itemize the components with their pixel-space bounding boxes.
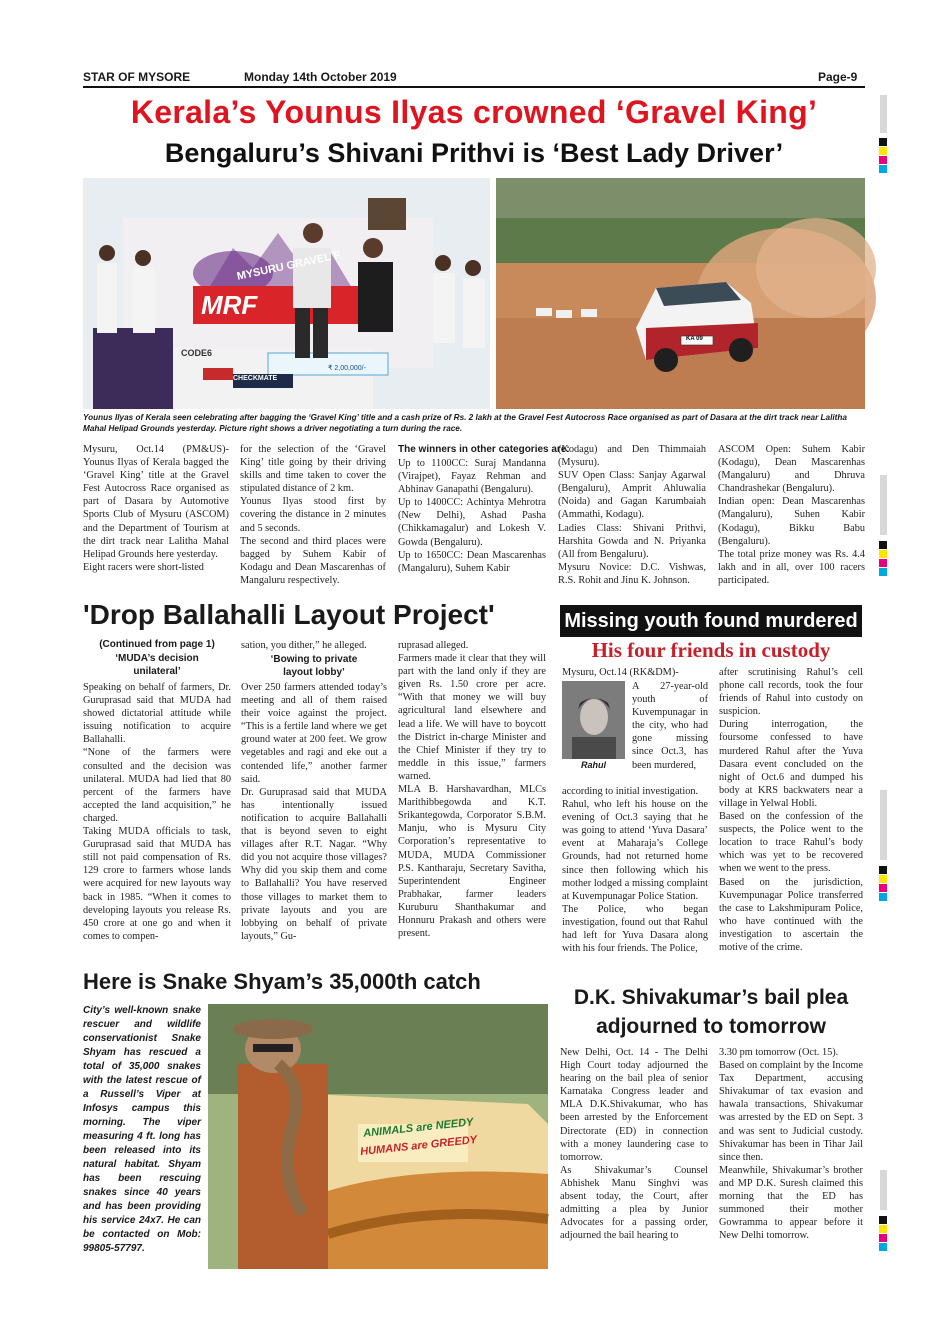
missing-col1-wrap: A 27-year-old youth of Kuvempunagar in the city, who had gone missing since Oct.3, has been murdered, — [632, 681, 708, 771]
shivakumar-col2: 3.30 pm tomorrow (Oct. 15). Based on complaint by the Income Tax Department, accusing Shivakumar of tax evasion and hawala transactions, Shivakumar was arrested by the ED on Sept. 3 and was sent to Judicial custody. Shivakumar has been in Tihar Jail since then. Meanwhile, Shivakumar’s brother and MP D.K. Suresh claimed this morning that the ED has summoned their mother Gowramma to appear before it New Delhi tomorrow. — [719, 1047, 863, 1242]
continued-label: (Continued from page 1) — [99, 639, 215, 650]
gravel-col5: ASCOM Open: Suhem Kabir (Kodagu), Dean Mascarenhas (Mangaluru) and Dhruva Chandrashekar (Bengaluru). Indian open: Dean Mascarenhas (Mangaluru), Suhen Kabir (Kodagu), Bikku Babu (Bengaluru). The total prize money was Rs. 4.4 lakh and in all, over 100 racers participated. — [718, 444, 865, 586]
magenta-swatch — [879, 884, 887, 892]
cyan-swatch — [879, 893, 887, 901]
grey-bar — [880, 790, 887, 860]
shivakumar-headline: D.K. Shivakumar’s bail plea adjourned to tomorrow — [573, 986, 849, 1038]
magenta-swatch — [879, 559, 887, 567]
rahul-photo — [562, 681, 625, 759]
ballahalli-headline: 'Drop Ballahalli Layout Project' — [83, 599, 495, 630]
cyan-swatch — [879, 1243, 887, 1251]
podium-photo — [83, 178, 490, 409]
black-swatch — [879, 866, 887, 874]
gravel-col2: for the selection of the ‘Gravel King’ title going by their driving skills and time taken to cover the stipulated distance of 2 km. Younus Ilyas stood first by covering the distance in 2 minutes and 5 seconds. The second and third places were bagged by Suhem Kabir of Kodagu and Dean Mascarenhas of Mangaluru respectively. — [240, 444, 386, 586]
gravel-col1: Mysuru, Oct.14 (PM&US)- Younus Ilyas of Kerala bagged the ‘Gravel King’ title at the Gravel Fest Autocross Race organised as part of Dasara by Automotive Sports Club of Mysuru (ASCOM) and the Department of Tourism at the dirt track near Lalitha Mahal Helipad Grounds here yesterday. Eight racers were short-listed — [83, 444, 229, 573]
snake-photo — [208, 1004, 548, 1269]
missing-col2: after scrutinising Rahul’s cell phone call records, took the four friends of Rahul into custody on suspicion. During interrogation, the foursome confessed to have murdered Rahul after the Yuva Dasara event concluded on the night of Oct.6 and dumped his body at KRS backwaters near a village in Yelwal Hobli. Based on the confession of the suspects, the Police went to the location to trace Rahul’s body which was yet to be recovered when we went to the press. Based on the jurisdiction, Kuvempunagar Police transferred the case to Lakshmipuram Police, who have continued with the investigation to ascertain the motive of the crime. — [719, 667, 863, 953]
gravel-col4: (Kodagu) and Den Thimmaiah (Mysuru). SUV Open Class: Sanjay Agarwal (Bengaluru), Amprit Ahluwalia (Noida) and Gagan Karumbaiah (Ammathi, Kodagu). Ladies Class: Shivani Prithvi, Harshita Gowda and N. Priyanka (All from Bengaluru). Mysuru Novice: D.C. Vishwas, R.S. Rohit and Jinu K. Johnson. — [558, 444, 706, 586]
rahul-photo-label: Rahul — [580, 760, 606, 770]
ballahalli-subhead-1: ‘MUDA’s decision unilateral’ — [115, 653, 199, 677]
sponsor-mrf: MRF — [201, 290, 258, 320]
cheque-amount: ₹ 2,00,000/- — [328, 365, 366, 372]
shivakumar-col1: New Delhi, Oct. 14 - The Delhi High Court today adjourned the hearing on the bail plea of senior Karnataka Congress leader and MLA D.K.Shivakumar, who has been arrested by the Enforcement Directorate (ED) in connection with a money laundering case to tomorrow. As Shivakumar’s Counsel Abhishek Manu Singhvi was absent today, the Court, after admitting a plea by Junior Advocates for a passing order, adjourned the bail hearing to — [560, 1047, 708, 1242]
gravel-col3-head: The winners in other categories are: — [398, 444, 570, 455]
page-number: Page-9 — [818, 70, 858, 84]
gravel-subhead: Bengaluru’s Shivani Prithvi is ‘Best Lady Driver’ — [164, 138, 784, 168]
gravel-caption: Younus Ilyas of Kerala seen celebrating after bagging the ‘Gravel King’ title and a cash prize of Rs. 2 lakh at the Gravel Fest Autocross Race organised as part of Dasara at the dirt track near Lalitha Mahal Helipad Grounds yesterday. Picture right shows a driver negotiating a turn during the race. — [83, 413, 847, 433]
missing-dateline: Mysuru, Oct.14 (RK&DM)- — [562, 667, 679, 678]
race-car-photo — [496, 178, 865, 409]
ballahalli-col1: Speaking on behalf of farmers, Dr. Guruprasad said that MUDA had showed dictatorial attitude while issuing notification to acquire Ballahalli. “None of the farmers were consulted and the decision was unilateral. MUDA had lied that 80 percent of the farmers have accepted the land acquisition,” he charged. Taking MUDA officials to task, Guruprasad said that MUDA has still not paid compensation of Rs. 129 crore to farmers whose lands were acquired for new layouts way back in 1985. “When it comes to developing layouts you release Rs. 450 crore at one go and when it comes to compen- — [83, 682, 231, 942]
race-car-illustration — [496, 178, 865, 409]
missing-col1: according to initial investigation. Rahul, who left his house on the evening of Oct.3 saying that he was going to attend ‘Yuva Dasara’ event at Maharaja’s College Grounds, had not returned home since then following which his mother lodged a missing complaint at Kuvempunagar Police Station. The Police, who began investigation, found out that Rahul had left for Yuva Dasara along with his four friends. The Police, — [562, 786, 708, 955]
grey-bar — [880, 1170, 887, 1210]
snake-text: City’s well-known snake rescuer and wildlife conservationist Snake Shyam has rescued a total of 35,000 snakes with the latest rescue of a Russell’s Viper at Infosys campus this morning. The viper measuring 4 ft. long has been released into its natural habitat. Shyam has been rescuing snakes since 40 years and has been providing his service 24x7. He can be contacted on Mob: 99805-57797. — [83, 1005, 201, 1254]
black-swatch — [879, 1216, 887, 1224]
yellow-swatch — [879, 1225, 887, 1233]
ballahalli-col3: ruprasad alleged. Farmers made it clear that they will part with the land only if they are given Rs. 1.50 crore per acre. “With that money we will buy agricultural land elsewhere and lead a life. We will have to boycott the District in-charge Minister and the Chief Minister if they try to meddle in this issue,” farmers warned. MLA B. Harshavardhan, MLCs Marithibbegowda and K.T. Srikantegowda, Corporator S.B.M. Manju, who is Mysuru City Corporation’s representative to MUDA, MUDA Commissioner P.S. Kantharaju, Secretary Savitha, Superintendent Engineer Prabhakar, farmer leaders Kuruburu Shanthakumar and Honnuru Prakash and others were present. — [398, 640, 546, 940]
gravel-col3: Up to 1100CC: Suraj Mandanna (Virajpet), Fayaz Rehman and Abhinav Ganapathi (Bengaluru). Up to 1400CC: Achintya Mehrotra (New Delhi), Ashad Pasha (Chikkamagalur) and Lokesh V. Gowda (Bengaluru). Up to 1650CC: Dean Mascarenhas (Mangaluru), Suhem Kabir — [398, 458, 546, 574]
banner-text: MYSURU GRAVEL F — [235, 249, 342, 283]
magenta-swatch — [879, 156, 887, 164]
ballahalli-col2a: sation, you dither,” he alleged. — [241, 640, 367, 651]
grey-bar — [880, 95, 887, 133]
yellow-swatch — [879, 875, 887, 883]
podium-illustration — [83, 178, 490, 409]
sponsor-code6: CODE6 — [181, 348, 213, 358]
ballahalli-subhead-2: ‘Bowing to private layout lobby’ — [270, 654, 358, 678]
cyan-swatch — [879, 568, 887, 576]
car-text-1: ANIMALS are NEEDY — [362, 1116, 474, 1140]
snake-headline: Here is Snake Shyam’s 35,000th catch — [83, 969, 481, 994]
yellow-swatch — [879, 147, 887, 155]
cyan-swatch — [879, 165, 887, 173]
paper-name: STAR OF MYSORE — [83, 70, 191, 84]
car-text-2: HUMANS are GREEDY — [359, 1133, 478, 1159]
grey-bar — [880, 475, 887, 535]
sponsor-checkmate: CHECKMATE — [233, 375, 278, 382]
ballahalli-col2b: Over 250 farmers attended today’s meeting and all of them raised their voice against the project. “This is a fertile land where we get ground water at 200 feet. We grow vegetables and ragi and eke out a contended life,” another farmer said. Dr. Guruprasad said that MUDA has intentionally issued notification to acquire Ballahalli that is beyond seven to eight villages after R.T. Nagar. “Why did you not acquire those villages? Why did you skip them and come to Ballahalli? You have reserved those villages to market them to private layouts and you are lobbying on behalf of private layouts,” Gu- — [241, 682, 387, 942]
missing-headline-box — [560, 605, 862, 637]
black-swatch — [879, 541, 887, 549]
header-rule — [83, 86, 865, 88]
black-swatch — [879, 138, 887, 146]
rahul-portrait — [562, 681, 625, 759]
missing-subhead: His four friends in custody — [591, 638, 831, 662]
issue-date: Monday 14th October 2019 — [244, 70, 397, 84]
magenta-swatch — [879, 1234, 887, 1242]
missing-headline: Missing youth found murdered — [564, 610, 858, 632]
yellow-swatch — [879, 550, 887, 558]
car-registration: KA 09 — [686, 336, 703, 342]
gravel-headline: Kerala’s Younus Ilyas crowned ‘Gravel King’ — [130, 94, 818, 130]
